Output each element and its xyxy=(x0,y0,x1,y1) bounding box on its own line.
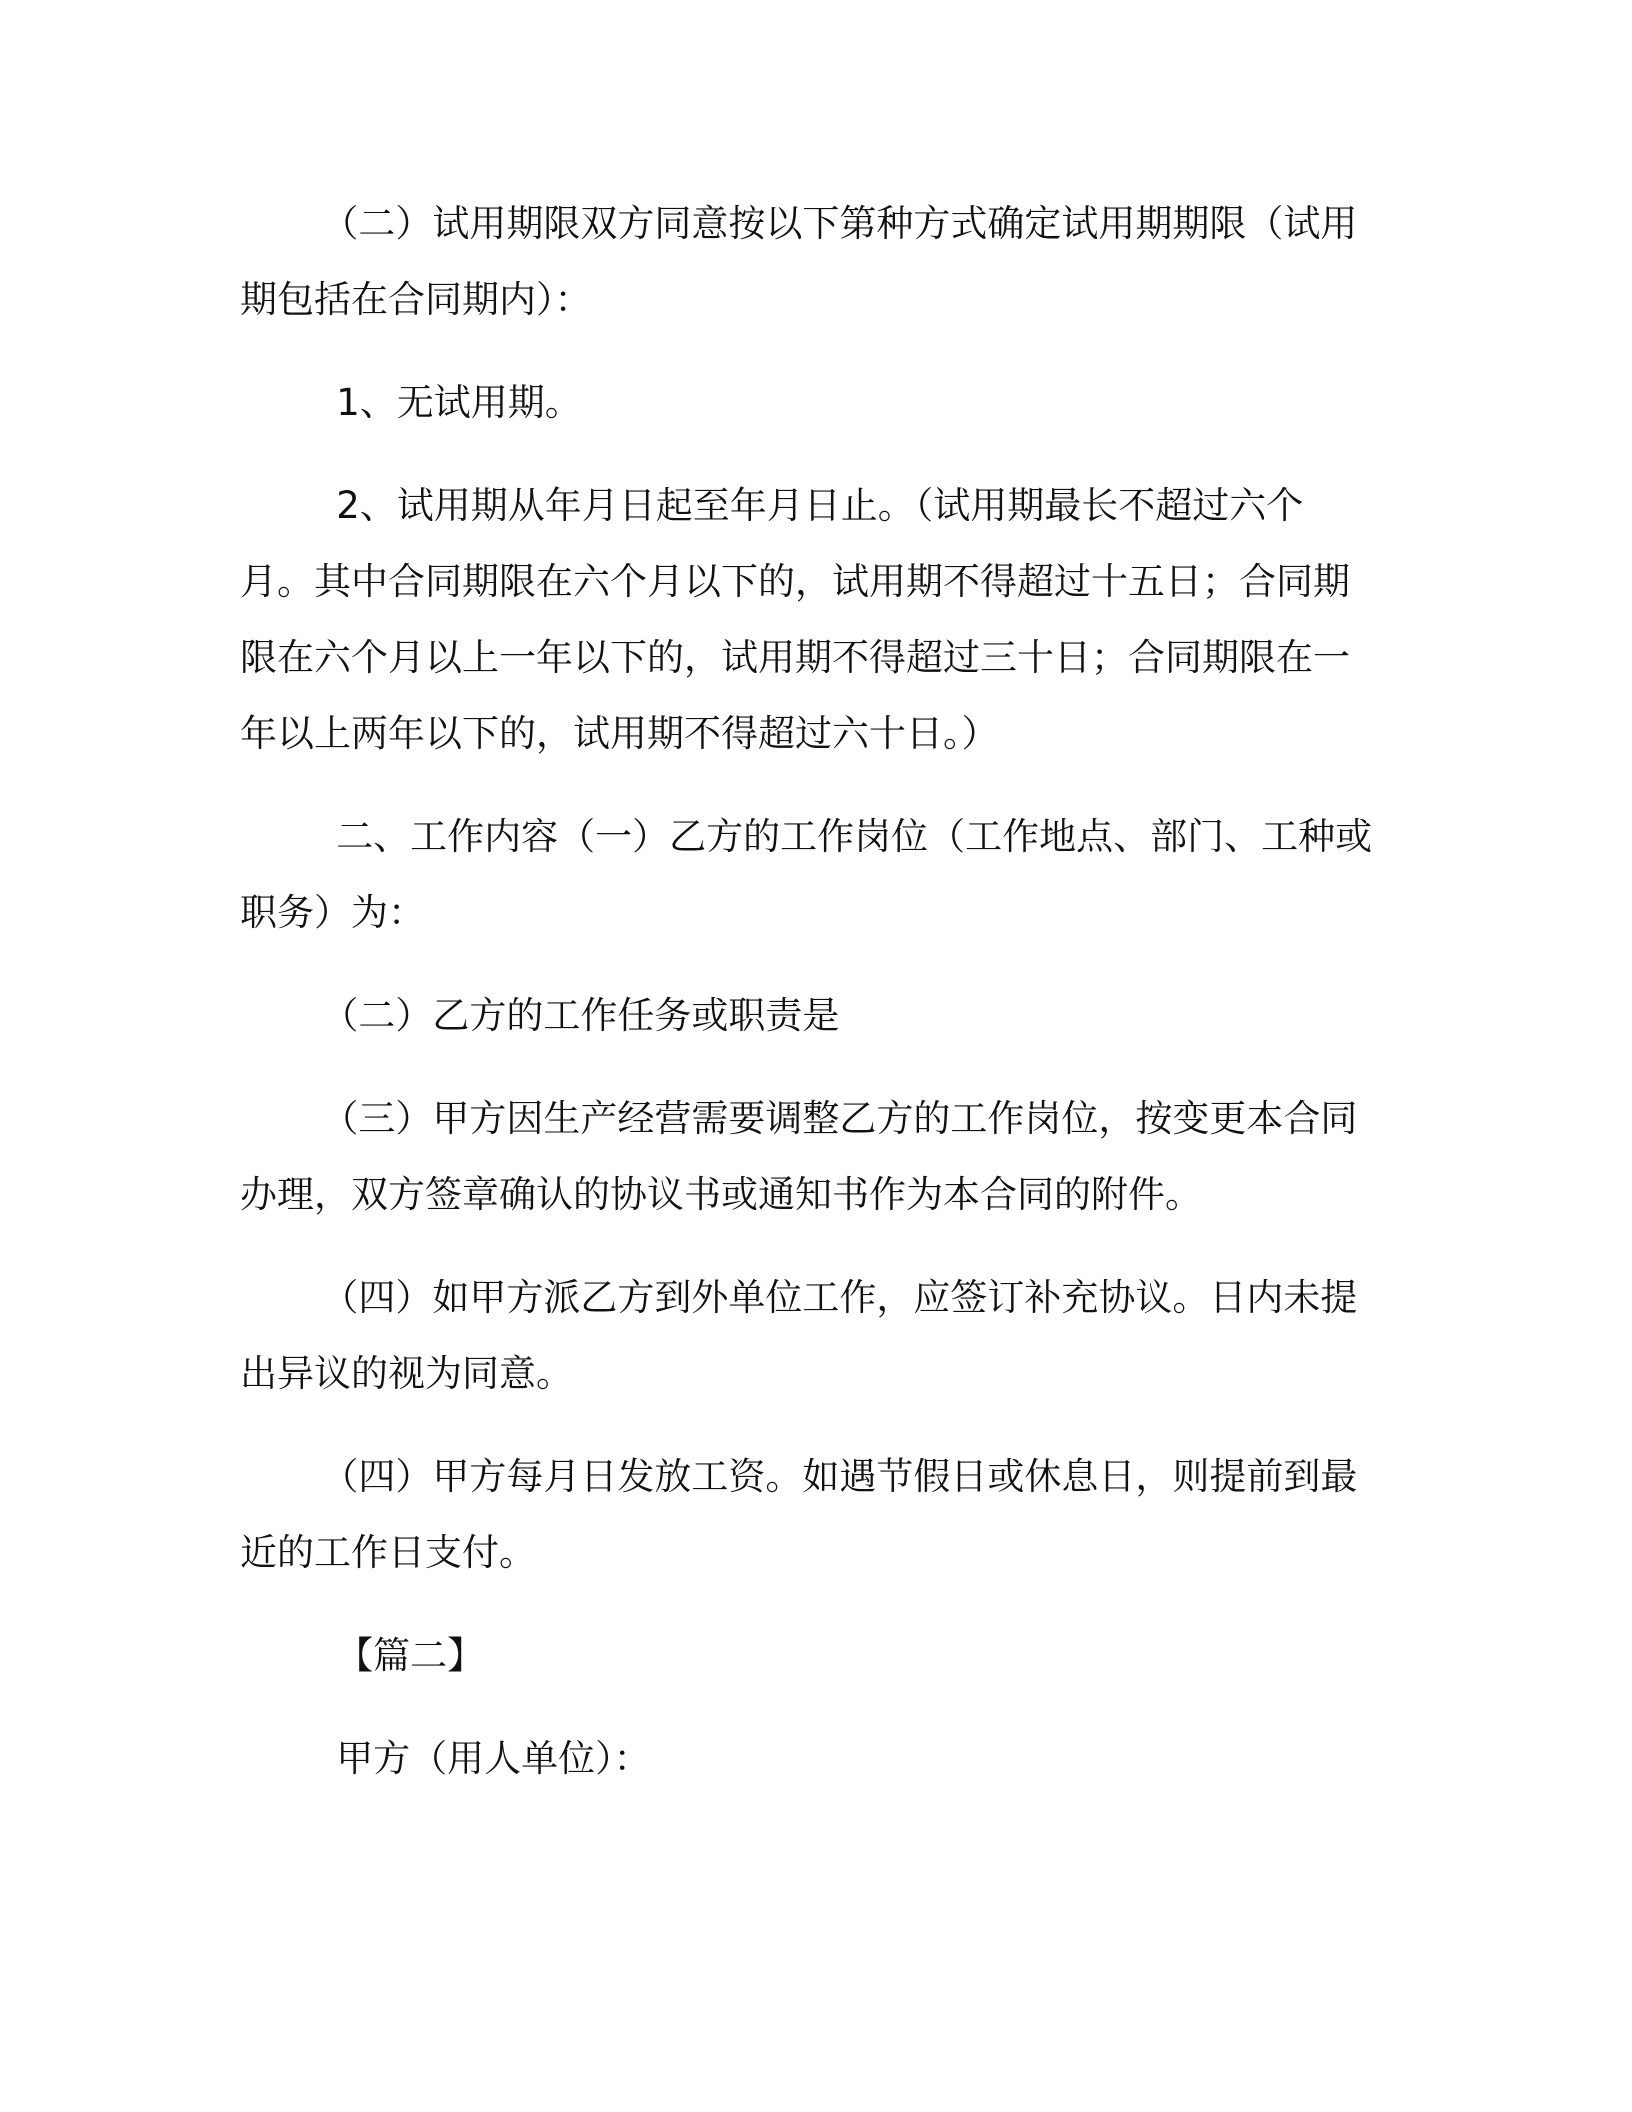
paragraph-probation-term: （二）试用期限双方同意按以下第种方式确定试用期期限（试用期包括在合同期内）： xyxy=(240,202,1358,321)
paragraph-salary-payment: （四）甲方每月日发放工资。如遇节假日或休息日，则提前到最近的工作日支付。 xyxy=(240,1455,1358,1574)
paragraph-work-content: 二、工作内容（一）乙方的工作岗位（工作地点、部门、工种或职务）为： xyxy=(240,815,1373,934)
paragraph-position-adjustment: （三）甲方因生产经营需要调整乙方的工作岗位，按变更本合同办理，双方签章确认的协议书或通知书作为本合同的附件。 xyxy=(240,1097,1358,1216)
paragraph-external-assignment: （四）如甲方派乙方到外单位工作，应签订补充协议。日内未提出异议的视为同意。 xyxy=(240,1276,1358,1395)
paragraph-work-duties: （二）乙方的工作任务或职责是 xyxy=(321,994,840,1037)
paragraph-probation-period: 2、试用期从年月日起至年月日止。（试用期最长不超过六个月。其中合同期限在六个月以下的，试用期不得超过十五日；合同期限在六个月以上一年以下的，试用期不得超过三十日；合同期限在一年以上两年以下的，试用期不得超过六十日。） xyxy=(240,484,1350,755)
section-heading-part-two: 【篇二】 xyxy=(336,1634,485,1677)
paragraph-party-a: 甲方（用人单位）： xyxy=(336,1737,651,1780)
paragraph-no-probation: 1、无试用期。 xyxy=(336,381,582,424)
document-body xyxy=(240,186,1376,1824)
